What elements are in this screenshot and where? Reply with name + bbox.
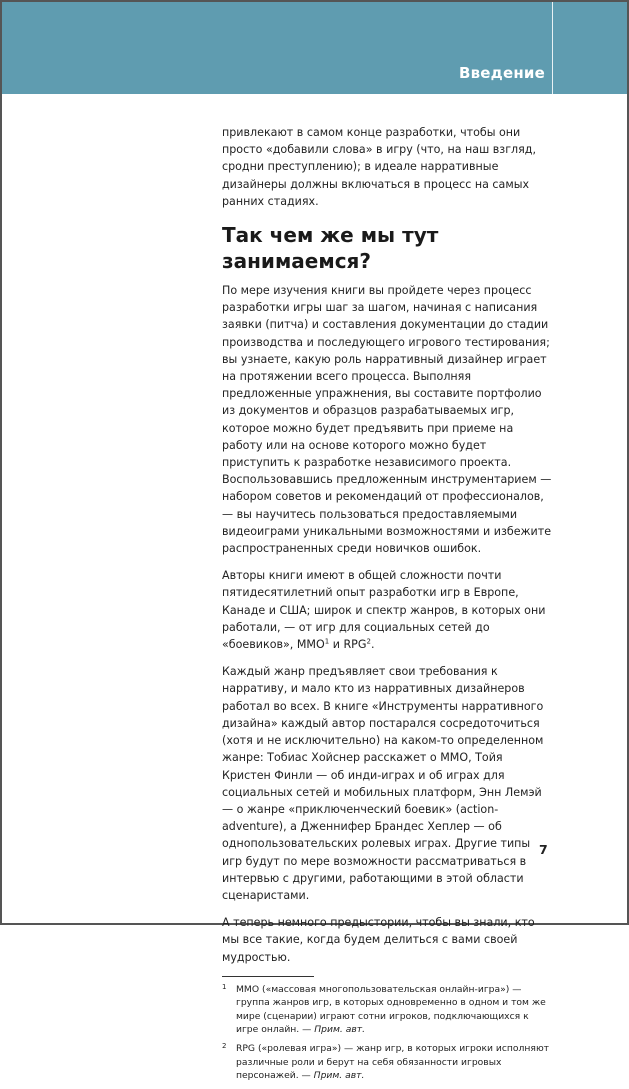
footnote-ref-1[interactable]: 1 bbox=[324, 637, 330, 646]
paragraph-3: Каждый жанр предъявляет свои требования к нарративу, и мало кто из нарративных дизайнеров работал во всех. В книге «Инструменты нарративного дизайна» каждый автор постарался сосредоточиться (хотя и не исключительно) на каком-то определенном жанре: Тобиас Хойснер расскажет о ММО, Тойя Кристен Финли — об инди-играх и об играх для социальных сетей и мобильных платформ, Энн Лемэй — о жанре «приключенческий боевик» (action-adventure), а Дженнифер Брандес Хеплер — об однопользовательских ролевых играх. Другие типы игр будут по мере возможности рассматриваться в интервью с другими, работающими в этой области сценаристами. bbox=[222, 665, 544, 902]
paragraph-2-end: . bbox=[370, 638, 375, 652]
section-heading: Так чем же мы тут занимаемся? bbox=[222, 223, 439, 274]
page-number: 7 bbox=[539, 842, 548, 857]
footnote-number: 1 bbox=[222, 982, 227, 991]
page-content bbox=[222, 124, 552, 1089]
header-divider bbox=[552, 2, 553, 94]
paragraph-1: По мере изучения книги вы пройдете через процесс разработки игры шаг за шагом, начиная с написания заявки (питча) и составления документации до стадии производства и последующего игрового тестирования; вы узнаете, какую роль нарративный дизайнер играет на протяжении всего процесса. Выполняя предложенные упражнения, вы составите портфолио из документов и образцов разрабатываемых игр, которое можно будет предъявить при приеме на работу или на основе которого можно будет приступить к разработке независимого проекта. Воспользовавшись предложенным инструментарием — набором советов и рекомендаций от профессионалов, — вы научитесь пользоваться предоставляемыми видеоиграми уникальными возможностями и избежите распространенных среди новичков ошибок. bbox=[222, 284, 552, 556]
footnote-2 bbox=[222, 1042, 552, 1082]
footnote-ref-2[interactable]: 2 bbox=[366, 637, 371, 646]
paragraph-2-text: Авторы книги имеют в общей сложности почти пятидесятилетний опыт разработки игр в Европе, Канаде и США; широк и спектр жанров, в которых они работали, — от игр для социальных сетей до «боевиков», ММО bbox=[222, 569, 546, 652]
paragraph-2-and: и RPG bbox=[329, 638, 367, 652]
paragraph-continued: привлекают в самом конце разработки, чтобы они просто «добавили слова» в игру (что, на наш взгляд, сродни преступлению); в идеале нарративные дизайнеры должны включаться в процесс на самых ранних стадиях. bbox=[222, 126, 536, 208]
footnote-author-note: Прим. авт. bbox=[314, 1023, 366, 1035]
paragraph-4: А теперь немного предыстории, чтобы вы знали, кто мы все такие, когда будем делиться с вами своей мудростью. bbox=[222, 916, 535, 964]
footnote-number: 2 bbox=[222, 1042, 227, 1051]
paragraph-2 bbox=[222, 567, 552, 653]
footnote-text: ММО («массовая многопользовательская онлайн-игра») — группа жанров игр, в которых одновременно в одном и том же мире (сценарии) играют сотни игроков, подключающихся к игре онлайн. — bbox=[236, 983, 546, 1035]
footnote-rule bbox=[222, 976, 314, 977]
chapter-header-band bbox=[2, 2, 627, 94]
footnote-text: RPG («ролевая игра») — жанр игр, в которых игроки исполняют различные роли и берут на себя обязанности игровых персонажей. — bbox=[236, 1043, 550, 1082]
footnote-author-note: Прим. авт. bbox=[313, 1070, 365, 1082]
footnote-1 bbox=[222, 983, 552, 1037]
chapter-title: Введение bbox=[458, 64, 545, 82]
